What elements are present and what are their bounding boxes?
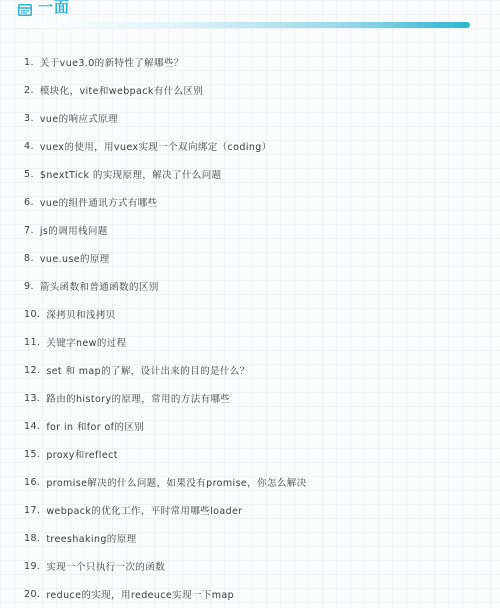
question-item <box>24 300 307 328</box>
question-number: 17. <box>24 504 41 516</box>
question-item <box>24 356 307 384</box>
question-list <box>24 48 307 608</box>
question-item <box>24 216 307 244</box>
question-item <box>24 104 307 132</box>
question-text: reduce的实现，用redeuce实现一下map <box>46 590 235 601</box>
question-item <box>24 188 307 216</box>
question-text: $nextTick 的实现原理，解决了什么问题 <box>39 170 222 181</box>
question-item <box>24 132 307 160</box>
heading-underline-bar <box>18 22 470 28</box>
question-text: treeshaking的原理 <box>46 534 137 545</box>
question-item <box>24 524 307 552</box>
question-number: 3. <box>24 112 34 124</box>
question-item <box>24 440 307 468</box>
question-text: 箭头函数和普通函数的区别 <box>39 282 159 293</box>
question-text: 路由的history的原理，常用的方法有哪些 <box>46 394 231 405</box>
question-number: 4. <box>24 140 34 152</box>
question-number: 20. <box>24 588 41 600</box>
question-number: 12. <box>24 364 41 376</box>
question-text: 模块化，vite和webpack有什么区别 <box>39 86 204 97</box>
question-text: for in 和for of的区别 <box>46 422 145 433</box>
question-item <box>24 244 307 272</box>
question-item <box>24 76 307 104</box>
question-text: proxy和reflect <box>46 450 118 461</box>
question-number: 16. <box>24 476 41 488</box>
question-text: 关于vue3.0的新特性了解哪些？ <box>39 58 184 69</box>
question-number: 10. <box>24 308 41 320</box>
question-text: vue.use的原理 <box>39 254 110 265</box>
question-number: 8. <box>24 252 34 264</box>
question-text: 深拷贝和浅拷贝 <box>46 310 116 321</box>
question-item <box>24 496 307 524</box>
question-number: 6. <box>24 196 34 208</box>
question-item <box>24 48 307 76</box>
question-item <box>24 552 307 580</box>
question-number: 18. <box>24 532 41 544</box>
question-item <box>24 412 307 440</box>
question-text: vue的响应式原理 <box>39 114 118 125</box>
section-title: 一面 <box>38 0 71 16</box>
question-text: vue的组件通讯方式有哪些 <box>39 198 158 209</box>
question-number: 1. <box>24 56 34 68</box>
question-item <box>24 384 307 412</box>
question-number: 14. <box>24 420 41 432</box>
question-text: set 和 map的了解，设计出来的目的是什么？ <box>46 366 250 377</box>
question-text: webpack的优化工作，平时常用哪些loader <box>46 506 243 517</box>
section-heading <box>18 0 70 20</box>
question-item <box>24 160 307 188</box>
question-text: promise解决的什么问题，如果没有promise，你怎么解决 <box>46 478 307 489</box>
question-item <box>24 580 307 608</box>
question-item <box>24 272 307 300</box>
question-text: vuex的使用，用vuex实现一个双向绑定（coding） <box>39 142 272 153</box>
document-icon <box>18 1 32 13</box>
question-number: 19. <box>24 560 41 572</box>
question-item <box>24 468 307 496</box>
section-header <box>0 0 500 36</box>
question-number: 2. <box>24 84 34 96</box>
question-number: 5. <box>24 168 34 180</box>
question-number: 15. <box>24 448 41 460</box>
question-number: 11. <box>24 336 41 348</box>
question-text: js的调用栈问题 <box>39 226 108 237</box>
question-number: 7. <box>24 224 34 236</box>
question-item <box>24 328 307 356</box>
question-text: 关键字new的过程 <box>46 338 127 349</box>
question-number: 13. <box>24 392 41 404</box>
question-text: 实现一个只执行一次的函数 <box>46 562 166 573</box>
question-number: 9. <box>24 280 34 292</box>
